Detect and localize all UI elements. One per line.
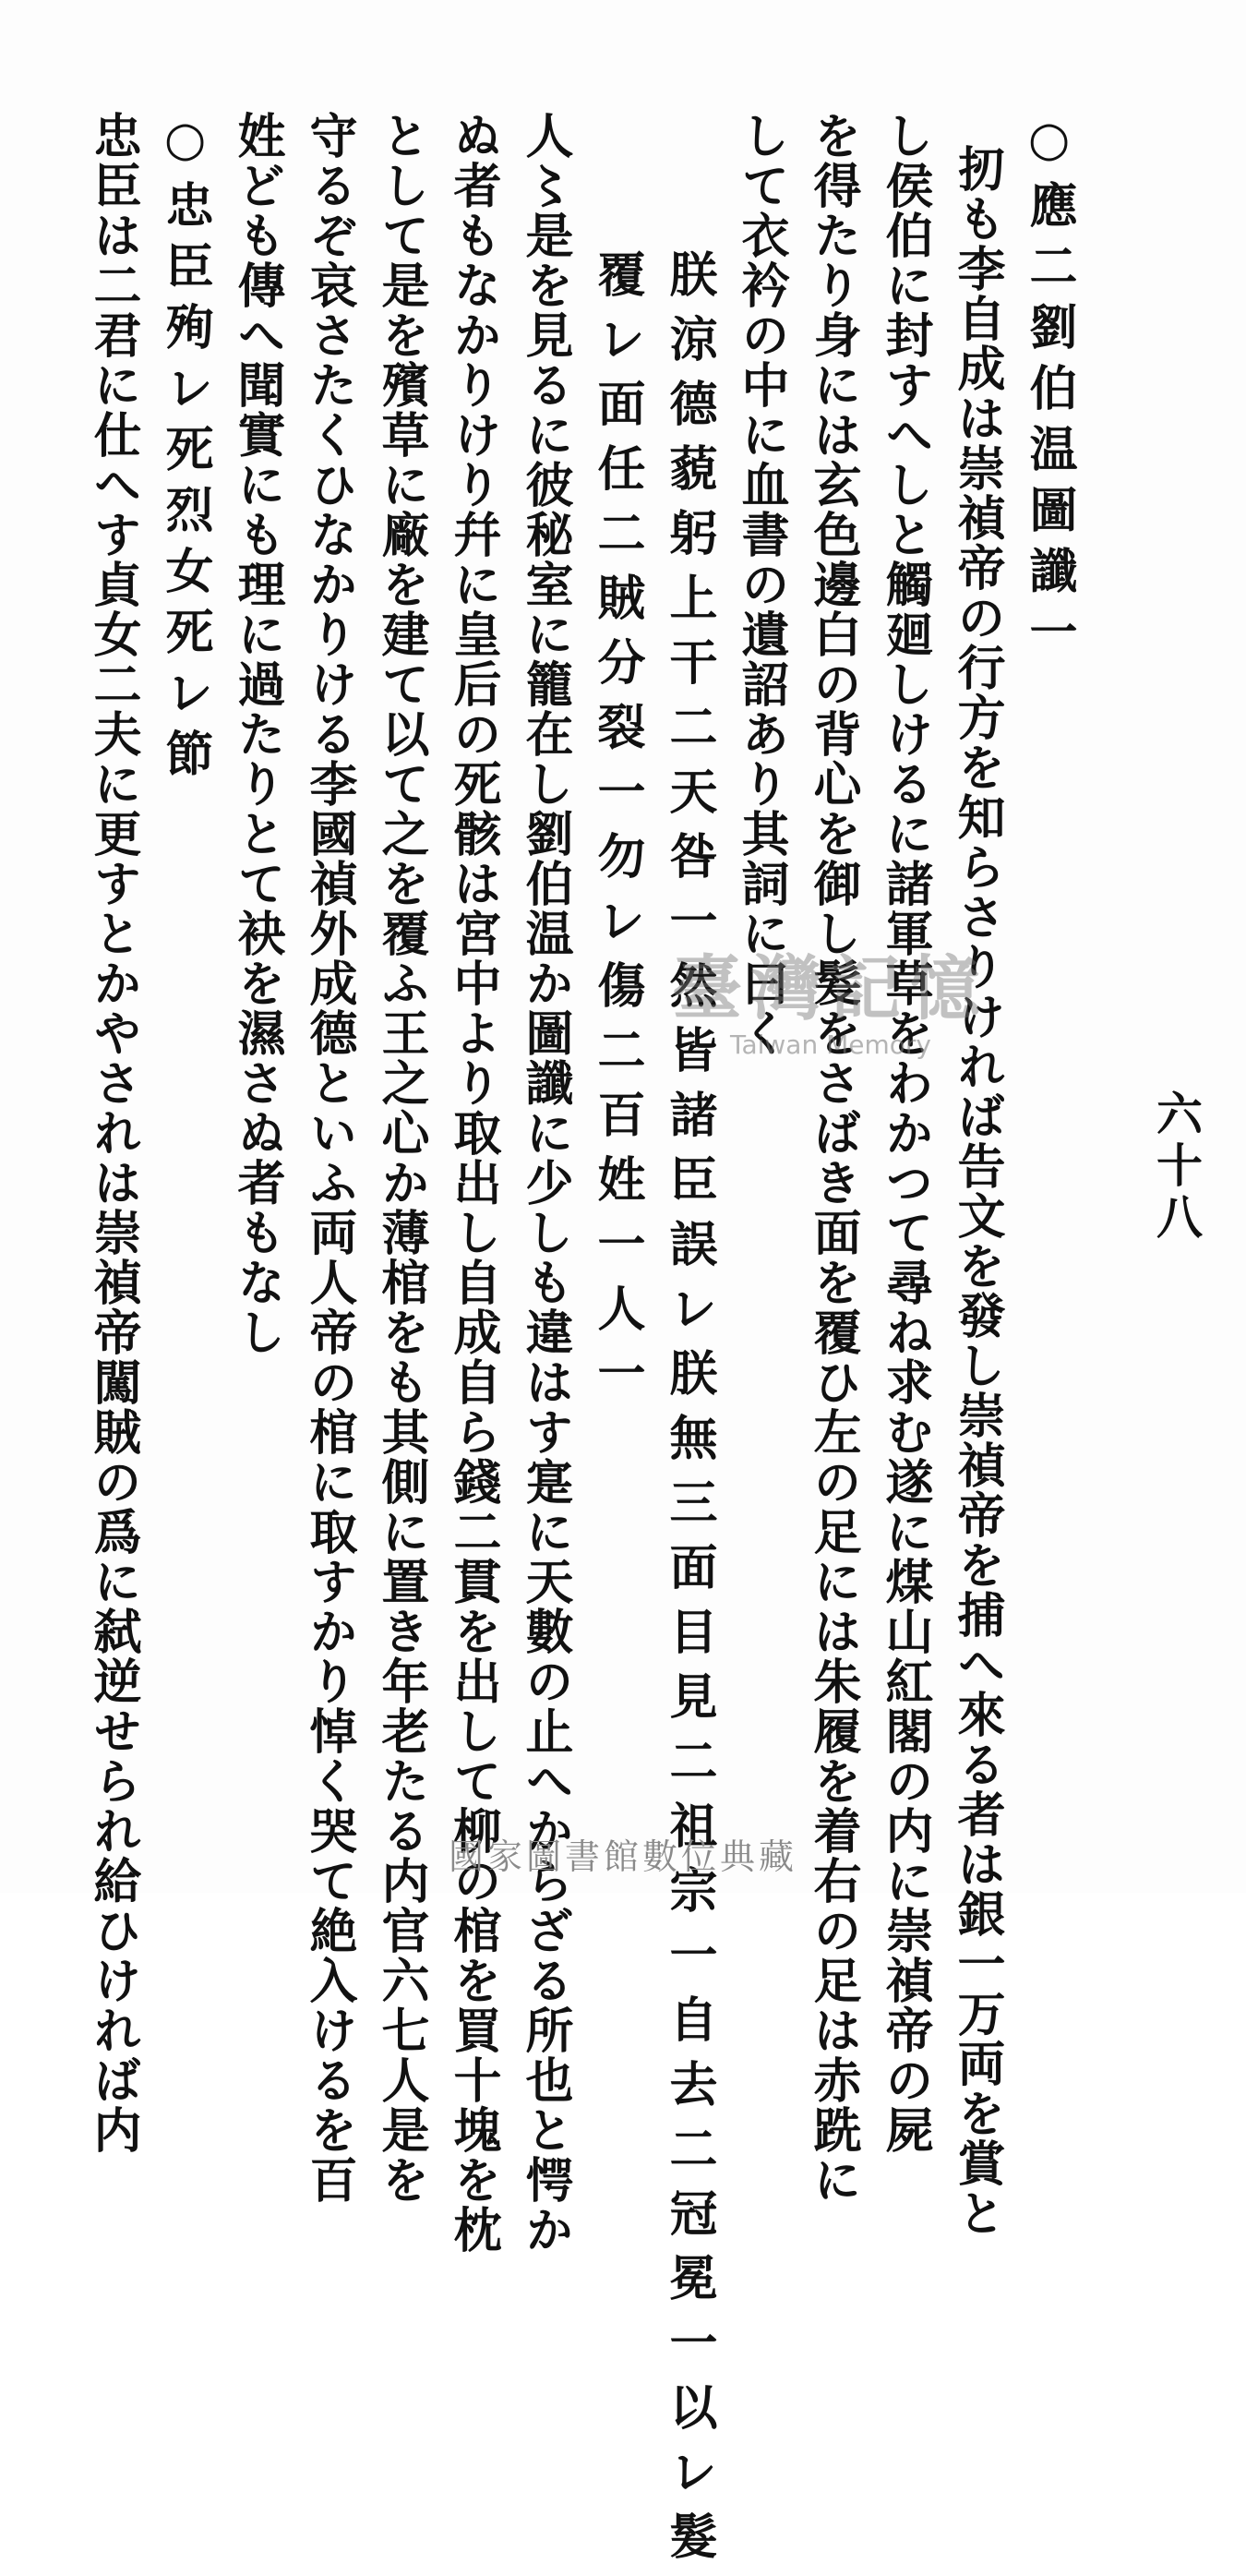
page-number: 六十八 [1149,1089,1204,1245]
text-column: 人〻是を見るに彼秘室に籠在し劉伯温か圖讖に少しも違はす寔に天數の止へからざる所也と愕か [517,111,573,2255]
text-column: 守るぞ哀さたくひなかりける李國禎外成德といふ両人帝の棺に取すかり悼く哭て絶入けるを百 [301,111,357,2205]
watermark-text: Taiwan Memory [730,1029,931,1060]
text-column: を得たり身には玄色邊白の背心を御し髮をさばき面を覆ひ左の足には朱履を着右の足は赤跣に [805,111,861,2205]
text-column: して衣衿の中に血書の遺詔あり其詞に曰く [733,111,789,1058]
section-heading-loyal-subjects: ○忠臣殉レ死烈女死レ節 [157,111,213,789]
text-column: 忠臣は二君に仕へす貞女二夫に更すとかやされは崇禎帝闖賊の爲に弑逆せられ給ひければ内 [85,111,141,2155]
edict-text-column: 覆レ面任二賊分裂一勿レ傷二百姓一人一 [589,249,645,1413]
text-column: ぬ者もなかりけり幷に皇后の死骸は宮中より取出し自成自ら錢二貫を出して柳の棺を買十塊を枕 [445,111,501,2255]
edict-text-column: 朕涼德藐躬上干二天咎一然皆諸臣誤レ朕無三面目見二祖宗一自去二冠冕一以レ髮 [661,249,717,2576]
footer-credit: 國家圖書館數位典藏 [448,1836,797,1877]
section-heading-liu-bowen: ○應二劉伯温圖讖一 [1021,111,1077,668]
text-column: し侯伯に封すへしと觸廻しけるに諸軍草をわかつて尋ね求む遂に煤山紅閣の内に崇禎帝の屍 [877,111,933,2155]
text-column: 姓ども傳へ聞實にも理に過たりとて袂を濕さぬ者もなし [229,111,285,1357]
text-column: として是を殯草に廠を建て以て之を覆ふ王之心か薄棺をも其側に置き年老たる内官六七人是を [373,111,429,2205]
watermark-logo: 臺灣記憶 [672,947,989,1029]
text-column: 扨も李自成は崇禎帝の行方を知らさりければ告文を發し崇禎帝を捕へ來る者は銀一万両を賞と [949,144,1005,2238]
